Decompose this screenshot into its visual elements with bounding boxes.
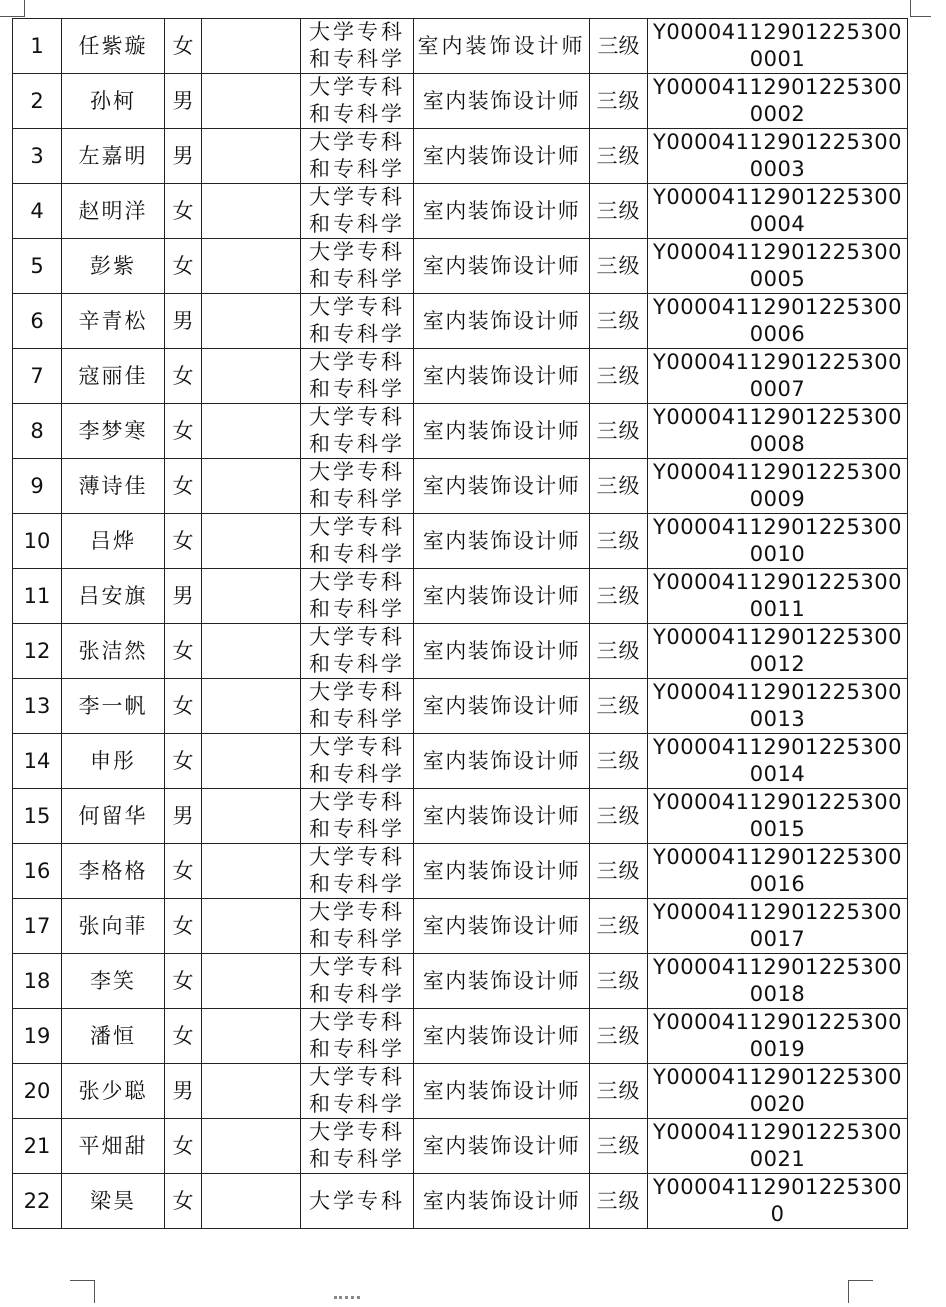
level-cell: 三级 [590, 954, 648, 1009]
occupation-cell: 室内装饰设计师 [414, 459, 590, 514]
name-cell: 辛青松 [62, 294, 165, 349]
row-number-cell: 21 [13, 1119, 62, 1174]
name-cell: 潘恒 [62, 1009, 165, 1064]
table-row [13, 679, 908, 734]
gender-cell: 女 [165, 1119, 202, 1174]
table-row [13, 239, 908, 294]
certificate-number-cell: Y00004112901225300 0010 [648, 514, 908, 569]
blank-cell [202, 1119, 301, 1174]
level-cell: 三级 [590, 789, 648, 844]
gender-cell: 女 [165, 514, 202, 569]
occupation-cell: 室内装饰设计师 [414, 1064, 590, 1119]
row-number-cell: 19 [13, 1009, 62, 1064]
certificate-number-cell: Y00004112901225300 0016 [648, 844, 908, 899]
gender-cell: 女 [165, 899, 202, 954]
occupation-cell: 室内装饰设计师 [414, 404, 590, 459]
gender-cell: 男 [165, 74, 202, 129]
occupation-cell: 室内装饰设计师 [414, 1009, 590, 1064]
occupation-cell: 室内装饰设计师 [414, 679, 590, 734]
name-cell: 吕安旗 [62, 569, 165, 624]
name-cell: 李梦寒 [62, 404, 165, 459]
blank-cell [202, 19, 301, 74]
gender-cell: 女 [165, 19, 202, 74]
table-row [13, 1009, 908, 1064]
gender-cell: 男 [165, 789, 202, 844]
gender-cell: 女 [165, 404, 202, 459]
blank-cell [202, 129, 301, 184]
row-number-cell: 12 [13, 624, 62, 679]
education-cell: 大学专科和专科学 [301, 349, 414, 404]
row-number-cell: 15 [13, 789, 62, 844]
blank-cell [202, 734, 301, 789]
name-cell: 平畑甜 [62, 1119, 165, 1174]
row-number-cell: 22 [13, 1174, 62, 1229]
certificate-number-cell: Y00004112901225300 0018 [648, 954, 908, 1009]
education-cell: 大学专科和专科学 [301, 1064, 414, 1119]
level-cell: 三级 [590, 349, 648, 404]
name-cell: 张向菲 [62, 899, 165, 954]
table-row [13, 184, 908, 239]
name-cell: 张洁然 [62, 624, 165, 679]
certificate-number-cell: Y00004112901225300 0015 [648, 789, 908, 844]
education-cell: 大学专科和专科学 [301, 624, 414, 679]
name-cell: 赵明洋 [62, 184, 165, 239]
name-cell: 梁昊 [62, 1174, 165, 1229]
row-number-cell: 1 [13, 19, 62, 74]
roster-body [13, 19, 908, 1229]
name-cell: 薄诗佳 [62, 459, 165, 514]
gender-cell: 男 [165, 569, 202, 624]
blank-cell [202, 1009, 301, 1064]
education-cell: 大学专科和专科学 [301, 569, 414, 624]
education-cell: 大学专科和专科学 [301, 844, 414, 899]
education-cell: 大学专科和专科学 [301, 184, 414, 239]
gender-cell: 男 [165, 129, 202, 184]
certificate-number-cell: Y00004112901225300 0001 [648, 19, 908, 74]
education-cell: 大学专科和专科学 [301, 514, 414, 569]
gender-cell: 男 [165, 1064, 202, 1119]
certificate-number-cell: Y00004112901225300 0013 [648, 679, 908, 734]
occupation-cell: 室内装饰设计师 [414, 184, 590, 239]
occupation-cell: 室内装饰设计师 [414, 19, 590, 74]
blank-cell [202, 624, 301, 679]
certificate-number-cell: Y00004112901225300 0004 [648, 184, 908, 239]
table-row [13, 404, 908, 459]
level-cell: 三级 [590, 1009, 648, 1064]
row-number-cell: 4 [13, 184, 62, 239]
name-cell: 孙柯 [62, 74, 165, 129]
education-cell: 大学专科和专科学 [301, 1119, 414, 1174]
gender-cell: 女 [165, 679, 202, 734]
gender-cell: 女 [165, 349, 202, 404]
name-cell: 申彤 [62, 734, 165, 789]
table-row [13, 74, 908, 129]
table-row [13, 129, 908, 184]
name-cell: 彭紫 [62, 239, 165, 294]
certificate-number-cell: Y00004112901225300 0005 [648, 239, 908, 294]
table-row [13, 19, 908, 74]
blank-cell [202, 239, 301, 294]
gender-cell: 男 [165, 294, 202, 349]
gender-cell: 女 [165, 954, 202, 1009]
crop-mark-bottom-left [70, 1280, 95, 1303]
occupation-cell: 室内装饰设计师 [414, 74, 590, 129]
table-row [13, 1174, 908, 1229]
name-cell: 何留华 [62, 789, 165, 844]
blank-cell [202, 679, 301, 734]
level-cell: 三级 [590, 74, 648, 129]
certificate-number-cell: Y00004112901225300 0019 [648, 1009, 908, 1064]
education-cell: 大学专科和专科学 [301, 129, 414, 184]
table-row [13, 844, 908, 899]
blank-cell [202, 514, 301, 569]
blank-cell [202, 184, 301, 239]
row-number-cell: 17 [13, 899, 62, 954]
level-cell: 三级 [590, 294, 648, 349]
certificate-number-cell: Y00004112901225300 0020 [648, 1064, 908, 1119]
occupation-cell: 室内装饰设计师 [414, 349, 590, 404]
table-row [13, 514, 908, 569]
row-number-cell: 2 [13, 74, 62, 129]
table-row [13, 294, 908, 349]
education-cell: 大学专科和专科学 [301, 1009, 414, 1064]
level-cell: 三级 [590, 404, 648, 459]
row-number-cell: 11 [13, 569, 62, 624]
gender-cell: 女 [165, 624, 202, 679]
level-cell: 三级 [590, 459, 648, 514]
row-number-cell: 14 [13, 734, 62, 789]
table-row [13, 954, 908, 1009]
name-cell: 李一帆 [62, 679, 165, 734]
table-row [13, 459, 908, 514]
level-cell: 三级 [590, 624, 648, 679]
occupation-cell: 室内装饰设计师 [414, 624, 590, 679]
certificate-number-cell: Y00004112901225300 0007 [648, 349, 908, 404]
table-row [13, 624, 908, 679]
gender-cell: 女 [165, 239, 202, 294]
name-cell: 左嘉明 [62, 129, 165, 184]
education-cell: 大学专科和专科学 [301, 459, 414, 514]
education-cell: 大学专科和专科学 [301, 734, 414, 789]
name-cell: 吕烨 [62, 514, 165, 569]
blank-cell [202, 459, 301, 514]
education-cell: 大学专科和专科学 [301, 954, 414, 1009]
certificate-number-cell: Y00004112901225300 0012 [648, 624, 908, 679]
gender-cell: 女 [165, 184, 202, 239]
name-cell: 张少聪 [62, 1064, 165, 1119]
certificate-number-cell: Y00004112901225300 0003 [648, 129, 908, 184]
education-cell: 大学专科 [301, 1174, 414, 1229]
table-row [13, 1064, 908, 1119]
row-number-cell: 18 [13, 954, 62, 1009]
row-number-cell: 9 [13, 459, 62, 514]
level-cell: 三级 [590, 844, 648, 899]
name-cell: 寇丽佳 [62, 349, 165, 404]
row-number-cell: 8 [13, 404, 62, 459]
occupation-cell: 室内装饰设计师 [414, 844, 590, 899]
row-number-cell: 5 [13, 239, 62, 294]
occupation-cell: 室内装饰设计师 [414, 514, 590, 569]
certificate-number-cell: Y00004112901225300 0008 [648, 404, 908, 459]
level-cell: 三级 [590, 679, 648, 734]
blank-cell [202, 899, 301, 954]
name-cell: 李笑 [62, 954, 165, 1009]
table-row [13, 1119, 908, 1174]
certificate-number-cell: Y00004112901225300 0009 [648, 459, 908, 514]
certificate-number-cell: Y00004112901225300 0014 [648, 734, 908, 789]
level-cell: 三级 [590, 514, 648, 569]
level-cell: 三级 [590, 19, 648, 74]
education-cell: 大学专科和专科学 [301, 74, 414, 129]
level-cell: 三级 [590, 899, 648, 954]
certificate-number-cell: Y00004112901225300 0002 [648, 74, 908, 129]
occupation-cell: 室内装饰设计师 [414, 899, 590, 954]
blank-cell [202, 404, 301, 459]
level-cell: 三级 [590, 1174, 648, 1229]
row-number-cell: 10 [13, 514, 62, 569]
row-number-cell: 3 [13, 129, 62, 184]
education-cell: 大学专科和专科学 [301, 294, 414, 349]
table-row [13, 899, 908, 954]
table-row [13, 569, 908, 624]
name-cell: 任紫璇 [62, 19, 165, 74]
table-row [13, 349, 908, 404]
page-number-fragment [334, 1296, 360, 1307]
level-cell: 三级 [590, 1119, 648, 1174]
occupation-cell: 室内装饰设计师 [414, 1119, 590, 1174]
certificate-number-cell: Y00004112901225300 0011 [648, 569, 908, 624]
occupation-cell: 室内装饰设计师 [414, 789, 590, 844]
occupation-cell: 室内装饰设计师 [414, 1174, 590, 1229]
education-cell: 大学专科和专科学 [301, 679, 414, 734]
blank-cell [202, 569, 301, 624]
table-row [13, 789, 908, 844]
occupation-cell: 室内装饰设计师 [414, 954, 590, 1009]
education-cell: 大学专科和专科学 [301, 899, 414, 954]
education-cell: 大学专科和专科学 [301, 789, 414, 844]
education-cell: 大学专科和专科学 [301, 239, 414, 294]
level-cell: 三级 [590, 734, 648, 789]
blank-cell [202, 349, 301, 404]
level-cell: 三级 [590, 129, 648, 184]
occupation-cell: 室内装饰设计师 [414, 734, 590, 789]
certificate-roster-table [12, 18, 908, 1229]
row-number-cell: 13 [13, 679, 62, 734]
certificate-number-cell: Y00004112901225300 0 [648, 1174, 908, 1229]
row-number-cell: 6 [13, 294, 62, 349]
row-number-cell: 7 [13, 349, 62, 404]
blank-cell [202, 1064, 301, 1119]
crop-mark-top-left [0, 0, 25, 17]
blank-cell [202, 844, 301, 899]
level-cell: 三级 [590, 569, 648, 624]
education-cell: 大学专科和专科学 [301, 19, 414, 74]
row-number-cell: 20 [13, 1064, 62, 1119]
gender-cell: 女 [165, 1174, 202, 1229]
blank-cell [202, 294, 301, 349]
gender-cell: 女 [165, 734, 202, 789]
gender-cell: 女 [165, 1009, 202, 1064]
certificate-number-cell: Y00004112901225300 0017 [648, 899, 908, 954]
crop-mark-bottom-right [848, 1280, 873, 1303]
education-cell: 大学专科和专科学 [301, 404, 414, 459]
gender-cell: 女 [165, 459, 202, 514]
level-cell: 三级 [590, 184, 648, 239]
occupation-cell: 室内装饰设计师 [414, 239, 590, 294]
level-cell: 三级 [590, 1064, 648, 1119]
blank-cell [202, 954, 301, 1009]
blank-cell [202, 1174, 301, 1229]
blank-cell [202, 74, 301, 129]
occupation-cell: 室内装饰设计师 [414, 569, 590, 624]
occupation-cell: 室内装饰设计师 [414, 129, 590, 184]
occupation-cell: 室内装饰设计师 [414, 294, 590, 349]
certificate-number-cell: Y00004112901225300 0006 [648, 294, 908, 349]
certificate-number-cell: Y00004112901225300 0021 [648, 1119, 908, 1174]
crop-mark-top-right [910, 0, 931, 17]
table-row [13, 734, 908, 789]
level-cell: 三级 [590, 239, 648, 294]
blank-cell [202, 789, 301, 844]
name-cell: 李格格 [62, 844, 165, 899]
row-number-cell: 16 [13, 844, 62, 899]
gender-cell: 女 [165, 844, 202, 899]
